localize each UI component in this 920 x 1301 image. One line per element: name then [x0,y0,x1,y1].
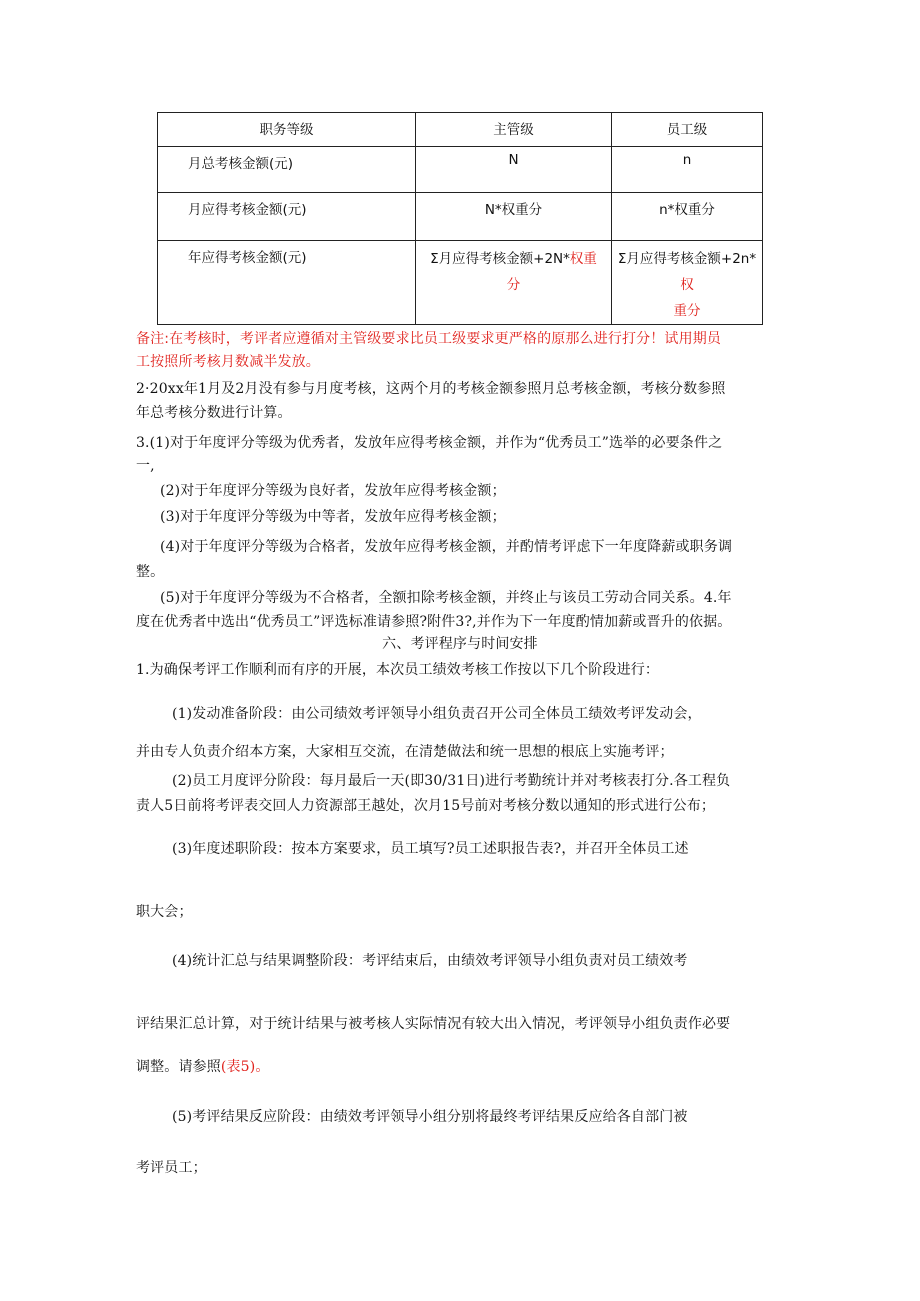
section-title: 六、考评程序与时间安排 [382,636,538,652]
table-header-cell: 职务等级 [158,113,416,147]
paragraph-line: 考评员工； [136,1160,207,1176]
formula-text: Σ月应得考核金额+2N* [430,251,570,267]
paragraph-line: (5)对于年度评分等级为不合格者，全额扣除考核金额，并终止与该员工劳动合同关系。4.年 [160,590,732,606]
table-cell [612,241,763,325]
table-cell: n*权重分 [612,193,763,241]
formula-highlight: 权 [680,277,694,293]
table-reference-link: (表5)。 [220,1059,270,1075]
formula-highlight: 分 [506,277,521,293]
table-cell [416,241,612,325]
table-header-cell: 主管级 [416,113,612,147]
note-line: 备注:在考核时，考评者应遵循对主管级要求比员工级要求更严格的原那么进行打分！试用期员 [136,331,722,347]
paragraph-line: 并由专人负责介绍本方案，大家相互交流，在清楚做法和统一思想的根底上实施考评； [136,744,674,760]
paragraph-line: (5)考评结果反应阶段：由绩效考评领导小组分别将最终考评结果反应给各自部门被 [172,1109,688,1125]
table-row [158,147,763,193]
paragraph-line: (1)发动准备阶段：由公司绩效考评领导小组负责召开公司全体员工绩效考评发动会， [172,706,702,722]
table-header-row [158,113,763,147]
paragraph-line: 年总考核分数进行计算。 [136,405,292,421]
table-row [158,193,763,241]
paragraph-line: 一, [136,458,155,474]
formula-text: Σ月应得考核金额+2n* [617,251,757,267]
table-cell: N [416,147,612,193]
table-row-label: 月应得考核金额(元) [158,193,416,241]
paragraph-line: (3)对于年度评分等级为中等者，发放年应得考核金额； [160,509,506,525]
table-row [158,241,763,325]
paragraph-line: 评结果汇总计算，对于统计结果与被考核人实际情况有较大出入情况，考评领导小组负责作必要 [136,1016,731,1032]
paragraph-line: (2)对于年度评分等级为良好者，发放年应得考核金额； [160,483,506,499]
paragraph-line: (4)对于年度评分等级为合格者，发放年应得考核金额，并酌情考评虑下一年度降薪或职务调 [160,539,733,555]
paragraph-line: 职大会； [136,904,193,920]
formula-highlight: 重分 [673,303,701,319]
paragraph-line: 责人5日前将考评表交回人力资源部王越处，次月15号前对考核分数以通知的形式进行公布； [136,798,716,814]
paragraph-line: 3.(1)对于年度评分等级为优秀者，发放年应得考核金额，并作为“优秀员工”选举的必要条件之 [136,435,723,451]
paragraph-line: 度在优秀者中选出“优秀员工”评选标准请参照?附件3?,并作为下一年度酌情加薪或晋升的依据。 [136,614,732,630]
reference-text: 调整。请参照 [136,1059,221,1075]
paragraph-line: (3)年度述职阶段：按本方案要求，员工填写?员工述职报告表?，并召开全体员工述 [172,841,689,857]
formula-highlight: 权重 [569,251,597,267]
assessment-amount-table [157,112,763,325]
table-row-label: 年应得考核金额(元) [158,241,416,325]
paragraph-line: (2)员工月度评分阶段：每月最后一天(即30/31日)进行考勤统计并对考核表打分.各工程负 [172,773,731,789]
paragraph-line: (4)统计汇总与结果调整阶段：考评结束后，由绩效考评领导小组负责对员工绩效考 [172,953,688,969]
table-cell: N*权重分 [416,193,612,241]
note-line: 工按照所考核月数减半发放。 [136,354,320,370]
table-row-label: 月总考核金额(元) [158,147,416,193]
paragraph-line [136,1057,270,1077]
table-cell: n [612,147,763,193]
paragraph-line: 2·20xx年1月及2月没有参与月度考核，这两个月的考核金额参照月总考核金额，考核分数参照 [136,381,726,397]
paragraph-line: 整。 [136,564,165,580]
paragraph-line: 1.为确保考评工作顺利而有序的开展，本次员工绩效考核工作按以下几个阶段进行： [136,662,660,678]
table-header-cell: 员工级 [612,113,763,147]
